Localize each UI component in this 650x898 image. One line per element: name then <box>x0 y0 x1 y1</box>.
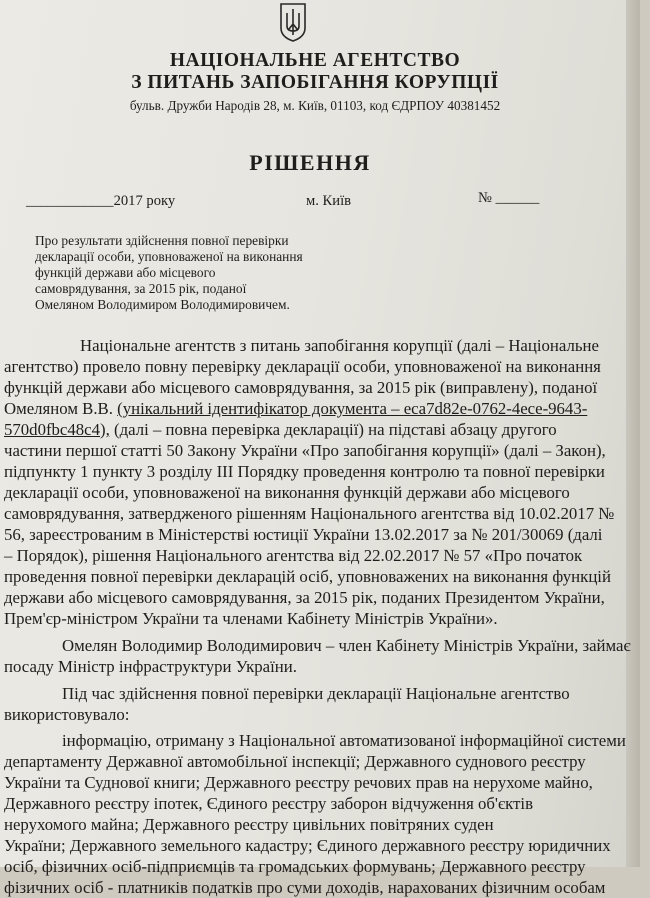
body-line: нерухомого майна; Державного реєстру цивільних повітряних суден <box>4 815 494 834</box>
body-line: частини першої статті 50 Закону України «Про запобігання корупції» (далі – Закон), <box>4 441 606 460</box>
subject-line: Про результати здійснення повної перевірки <box>35 233 289 248</box>
body-line: самоврядування, затвердженого рішенням Національного агентства від 10.02.2017 № <box>4 504 615 523</box>
subject-line: Омеляном Володимиром Володимировичем. <box>35 297 290 312</box>
body-line: декларації особи, уповноваженої на виконання функцій держави або місцевого <box>4 483 570 502</box>
body-line: агентство) провело повну перевірку декларації особи, уповноваженої на виконання <box>4 357 601 376</box>
document-identifier-continued: 570d0fbc48c4), <box>4 420 110 439</box>
agency-name-line1: НАЦІОНАЛЬНЕ АГЕНТСТВО <box>169 50 461 71</box>
subject-line: декларації особи, уповноваженої на виконання <box>35 249 303 264</box>
body-line <box>4 420 557 440</box>
body-line: посаду Міністр інфраструктури України. <box>4 657 297 676</box>
body-line: Національне агентств з питань запобігання корупції (далі – Національне <box>80 336 599 355</box>
body-line: осіб, фізичних осіб-підприємців та громадських формувань; Державного реєстру <box>4 857 586 876</box>
subject-line: самоврядування, за 2015 рік, поданої <box>35 281 247 296</box>
document-identifier: (унікальний ідентифікатор документа – eca7d82e-0762-4ece-9643- <box>117 399 588 418</box>
body-line: інформацію, отриману з Національної автоматизованої інформаційної системи <box>62 731 626 750</box>
body-line: використовувало: <box>4 705 130 724</box>
declarant-name: Омеляном В.В. <box>4 399 113 418</box>
subject-line: функцій держави або місцевого <box>35 265 216 280</box>
trident-crest-icon <box>278 2 308 42</box>
date-field: ____________2017 року <box>26 193 176 209</box>
city-field: м. Київ <box>306 193 352 209</box>
agency-name-line2: З ПИТАНЬ ЗАПОБІГАННЯ КОРУПЦІЇ <box>131 72 499 93</box>
body-line: департаменту Державної автомобільної інспекції; Державного суднового реєстру <box>4 752 586 771</box>
body-line: фізичних осіб - платників податків про суми доходів, нарахованих фізичним особам <box>4 878 606 897</box>
body-line: України; Державного земельного кадастру; Єдиного державного реєстру юридичних <box>4 836 611 855</box>
page-edge-shadow <box>626 0 640 867</box>
agency-address: бульв. Дружби Народів 28, м. Київ, 01103, код ЄДРПОУ 40381452 <box>129 98 501 113</box>
body-line: України та Суднової книги; Державного реєстру речових прав на нерухоме майно, <box>4 773 593 792</box>
body-line <box>4 399 587 419</box>
body-text-fragment: (далі – повна перевірка декларації) на підставі абзацу другого <box>114 420 557 439</box>
number-field: № ______ <box>478 190 540 206</box>
body-line: Під час здійснення повної перевірки декларації Національне агентство <box>62 684 570 703</box>
body-line: функцій держави або місцевого самоврядування, за 2015 рік (виправлену), поданої <box>4 378 598 397</box>
body-line: Омелян Володимир Володимирович – член Кабінету Міністрів України, займає <box>62 636 631 655</box>
body-line: Державного реєстру іпотек, Єдиного реєстру заборон відчуження об'єктів <box>4 794 534 813</box>
body-line: держави або місцевого самоврядування, за 2015 рік, поданих Президентом України, <box>4 588 605 607</box>
body-line: Прем'єр-міністром України та членами Кабінету Міністрів України». <box>4 609 498 628</box>
body-line: проведення повної перевірки декларацій осіб, уповноважених на виконання функцій <box>4 567 611 586</box>
document-title: РІШЕННЯ <box>249 150 371 175</box>
body-line: підпункту 1 пункту 3 розділу III Порядку проведення контролю та повної перевірки <box>4 462 605 481</box>
body-line: 56, зареєстрованим в Міністерстві юстиції України 13.02.2017 за № 201/30069 (далі <box>4 525 603 544</box>
body-line: – Порядок), рішення Національного агентства від 22.02.2017 № 57 «Про початок <box>4 546 583 565</box>
